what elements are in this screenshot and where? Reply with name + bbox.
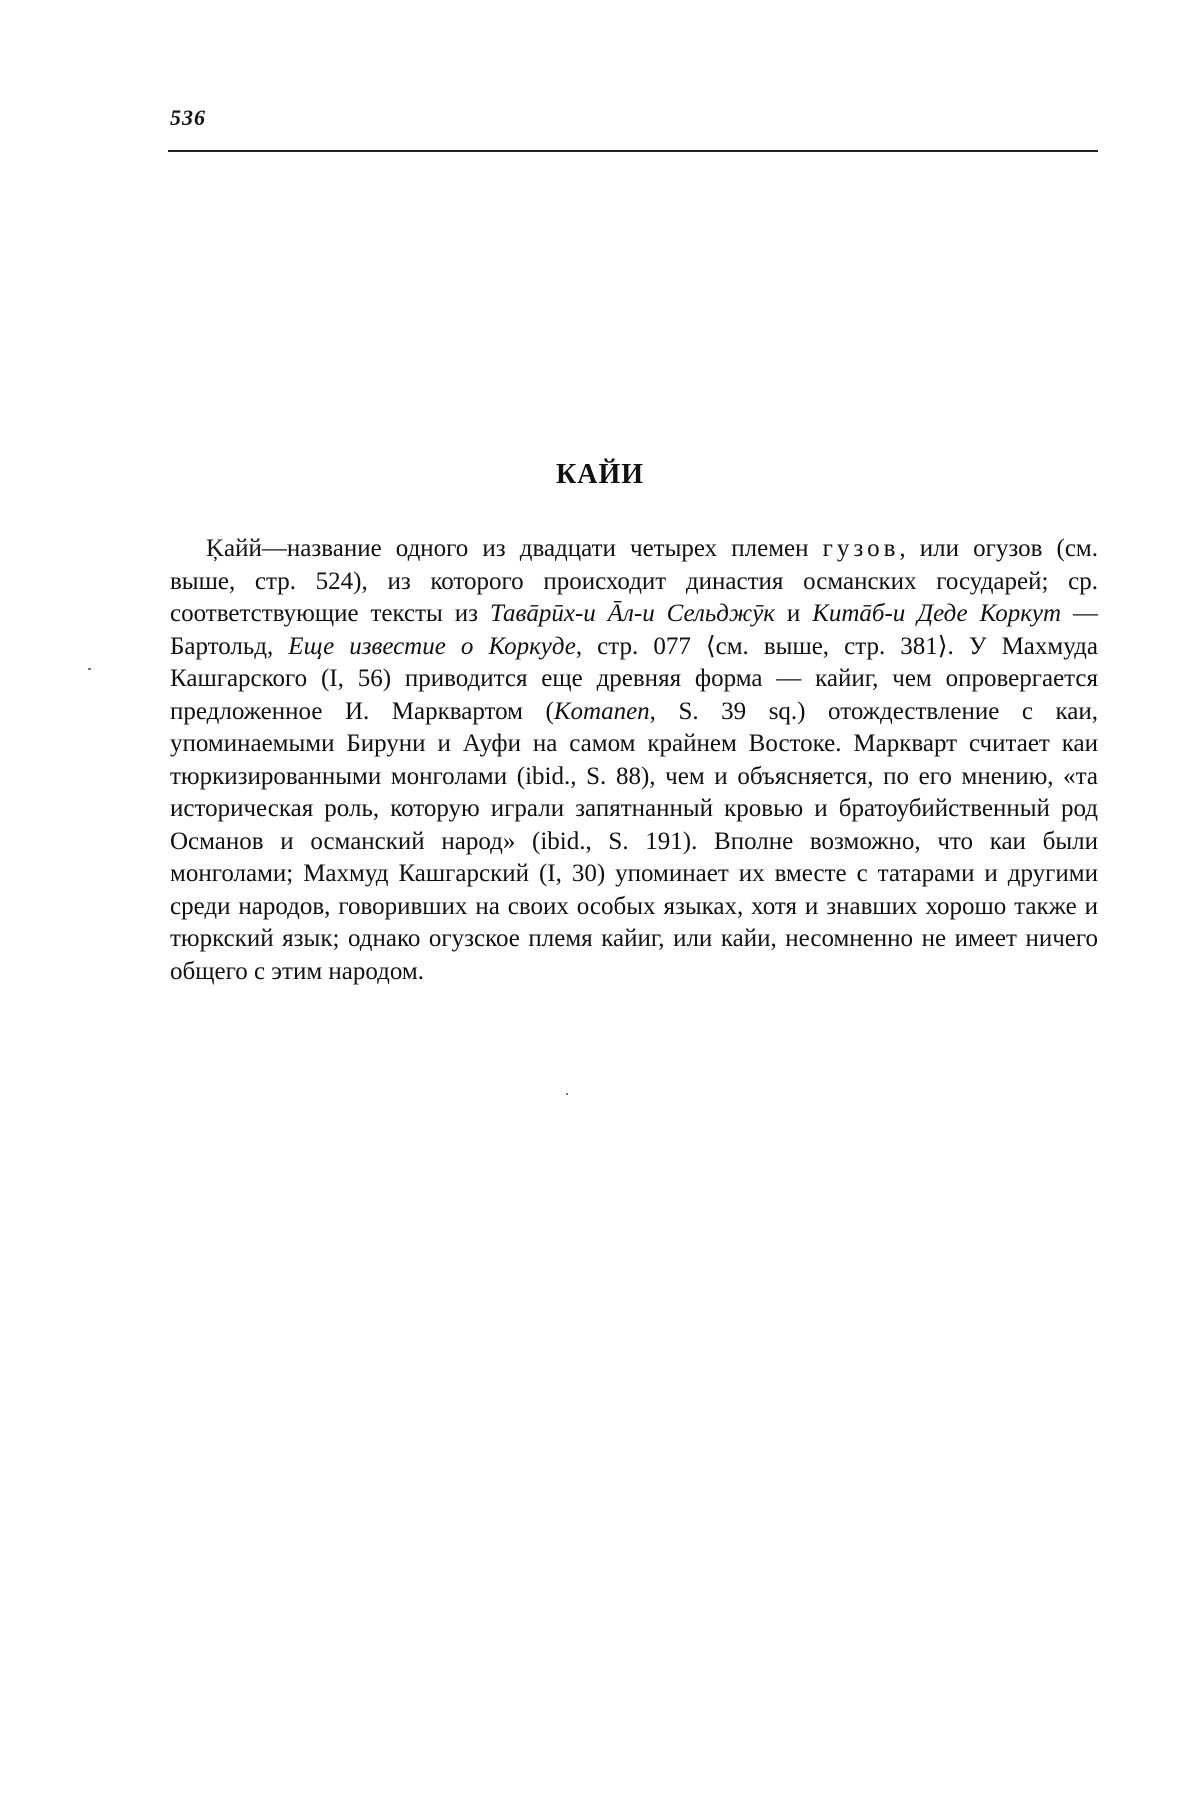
text-segment: Ķайй—название одного из двадцати четырех племен bbox=[206, 535, 823, 562]
text-segment: — Бартольд, bbox=[170, 600, 1099, 660]
source-title: Тавāрӣх-и Āл-и Сельджӯк bbox=[490, 600, 775, 627]
page-number: 536 bbox=[170, 105, 206, 130]
text-segment: , стр. 077 ⟨см. выше, стр. 381⟩. У Махмуда Кашгарского (I, 56) приводится еще древняя форма — кайиг, чем опровергается предложенное И. Марквартом ( bbox=[170, 632, 1098, 725]
text-segment: , или огузов (см. выше, стр. 524), из которого происходит династия османских государей; ср. соответствующие тексты из bbox=[170, 535, 1098, 627]
source-title: Komanen bbox=[553, 697, 650, 725]
text-segment: , S. 39 sq.) отождествление с каи, упоминаемыми Бируни и Ауфи на самом крайнем Востоке. Маркварт считает каи тюркизированными монголами (ibid., S. 88), чем и объясняется, по его мнению, «та историческая роль, которую играли запятнанный кровью и братоубийственный род Османов и османский народ» (ibid., S. 191). Вполне возможно, что каи были монголами; Махмуд Кашгарский (I, 30) упоминает их вместе с татарами и другими среди народов, говоривших на своих особых языках, хотя и знавших хорошо также и тюркский язык; однако огузское племя кайиг, или кайи, несомненно не имеет ничего общего с этим народом. bbox=[170, 697, 1099, 985]
stray-mark bbox=[88, 668, 91, 670]
header-rule bbox=[168, 150, 1098, 152]
spaced-term: гузов bbox=[822, 535, 900, 562]
source-title: Еще известие о Коркуде bbox=[288, 632, 576, 660]
article-title: КАЙИ bbox=[555, 458, 645, 490]
stray-mark bbox=[566, 1093, 568, 1095]
article-body bbox=[170, 533, 1098, 988]
text-segment: и bbox=[774, 600, 813, 627]
source-title: Китāб-и Деде Коркут bbox=[812, 600, 1062, 627]
